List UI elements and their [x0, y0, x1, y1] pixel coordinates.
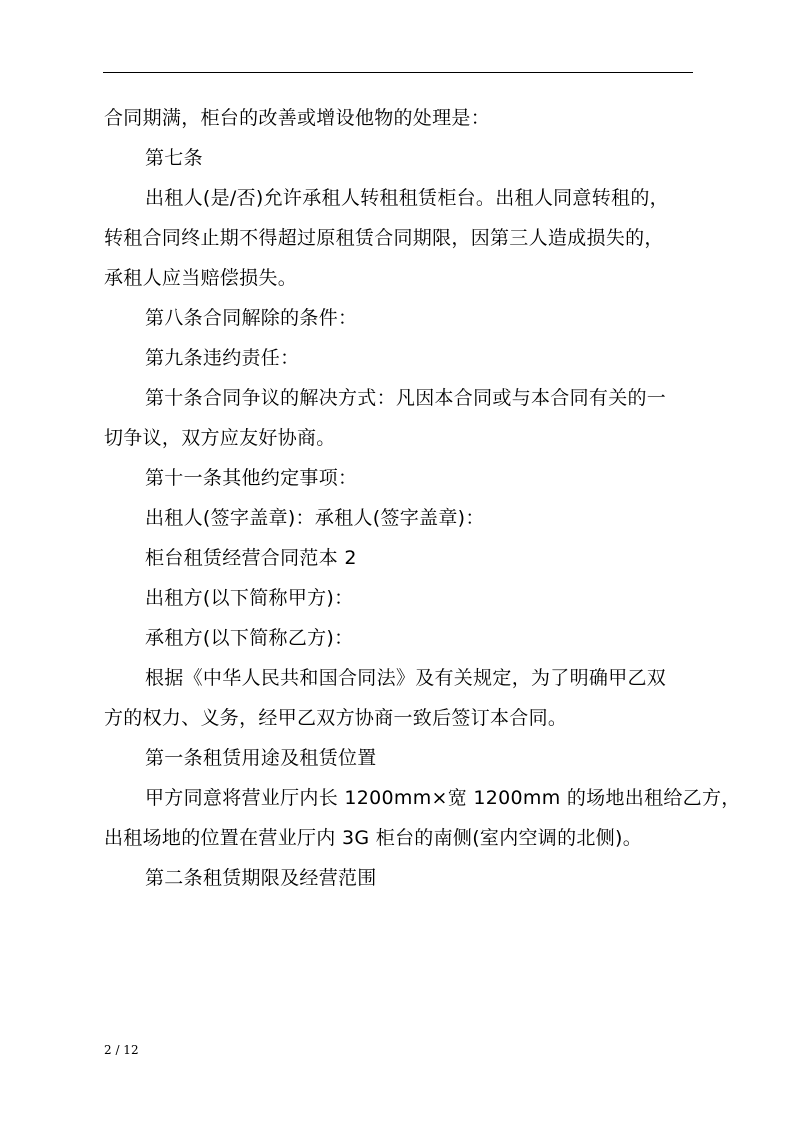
text-line-15: 根据《中华人民共和国合同法》及有关规定，为了明确甲乙双 [145, 667, 667, 689]
text-line-17: 第一条租赁用途及租赁位置 [145, 747, 377, 769]
text-line-2: 第七条 [145, 147, 203, 169]
text-line-11: 出租人(签字盖章)：承租人(签字盖章)： [145, 507, 485, 529]
text-line-1: 合同期满，柜台的改善或增设他物的处理是： [104, 107, 491, 129]
text-line-13: 出租方(以下简称甲方)： [145, 587, 354, 609]
document-body [104, 98, 741, 898]
text-line-18: 甲方同意将营业厅内长 1200mm×宽 1200mm 的场地出租给乙方， [145, 787, 741, 809]
text-line-16: 方的权力、义务，经甲乙双方协商一致后签订本合同。 [104, 707, 568, 729]
text-line-5: 承租人应当赔偿损失。 [104, 267, 298, 289]
text-line-3: 出租人(是/否)允许承租人转租租赁柜台。出租人同意转租的， [145, 187, 669, 209]
text-line-9: 切争议，双方应友好协商。 [104, 427, 336, 449]
text-line-6: 第八条合同解除的条件： [145, 307, 358, 329]
text-line-4: 转租合同终止期不得超过原租赁合同期限，因第三人造成损失的， [104, 227, 664, 249]
text-line-14: 承租方(以下简称乙方)： [145, 627, 354, 649]
text-line-12: 柜台租赁经营合同范本 2 [145, 547, 357, 569]
text-line-7: 第九条违约责任： [145, 347, 300, 369]
header-rule [103, 72, 693, 73]
text-line-20: 第二条租赁期限及经营范围 [145, 867, 377, 889]
text-line-10: 第十一条其他约定事项： [145, 467, 358, 489]
text-line-19: 出租场地的位置在营业厅内 3G 柜台的南侧(室内空调的北侧)。 [104, 827, 643, 849]
text-line-8: 第十条合同争议的解决方式：凡因本合同或与本合同有关的一 [145, 387, 667, 409]
page-number: 2 / 12 [104, 1043, 139, 1057]
